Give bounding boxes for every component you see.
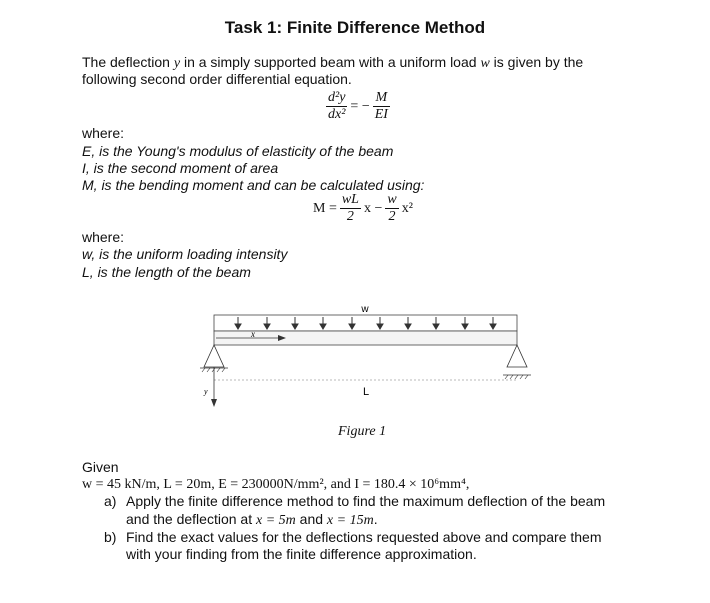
def-m: M, is the bending moment and can be calculated using: bbox=[82, 177, 425, 193]
item-b-label: b) bbox=[104, 529, 117, 545]
eq1-lhs-fraction bbox=[326, 90, 347, 123]
y-label: y bbox=[204, 387, 208, 396]
y-arrow-icon bbox=[211, 367, 217, 407]
eq2-x1: x − bbox=[363, 200, 383, 216]
equation-2 bbox=[310, 192, 416, 225]
eq2-lhs: M = bbox=[313, 200, 337, 216]
item-a-text-c: . bbox=[373, 511, 378, 527]
eq2-f2-den: 2 bbox=[388, 209, 396, 224]
given-values: w = 45 kN/m, L = 20m, E = 230000N/mm², and I = 180.4 × 10⁶mm⁴, bbox=[82, 477, 470, 492]
right-support-icon bbox=[503, 345, 531, 379]
def-w: w, is the uniform loading intensity bbox=[82, 246, 288, 262]
eq2-frac-2 bbox=[385, 192, 398, 225]
equation-1 bbox=[326, 90, 390, 123]
beam-figure bbox=[190, 295, 540, 420]
eq2-frac-1 bbox=[340, 192, 361, 225]
var-y: y bbox=[173, 56, 181, 71]
item-a-label: a) bbox=[104, 493, 117, 509]
def-e: E, is the Young's modulus of elasticity of the beam bbox=[82, 143, 394, 159]
eq1-rhs-num: M bbox=[373, 90, 390, 107]
intro-line-1 bbox=[82, 54, 583, 72]
eq1-lhs-den: dx² bbox=[328, 107, 346, 122]
var-w: w bbox=[480, 56, 490, 71]
item-a-x2: x = 15m bbox=[326, 513, 374, 528]
intro-text-b: in a simply supported beam with a uniform load bbox=[180, 54, 481, 70]
x-label: x bbox=[251, 329, 255, 339]
list-item-a-line-2 bbox=[126, 511, 378, 529]
item-a-text-b: and bbox=[295, 511, 327, 527]
eq1-equals: = − bbox=[350, 98, 370, 114]
figure-caption: Figure 1 bbox=[338, 424, 387, 439]
where-label-2: where: bbox=[82, 229, 125, 245]
eq1-rhs-fraction bbox=[373, 90, 390, 123]
item-a-x1: x = 5m bbox=[256, 513, 296, 528]
intro-text-a: The deflection bbox=[82, 54, 174, 70]
def-i: I, is the second moment of area bbox=[82, 160, 279, 176]
item-a-text-a: and the deflection at bbox=[126, 511, 256, 527]
eq2-f1-den: 2 bbox=[346, 209, 354, 224]
given-label: Given bbox=[82, 459, 119, 475]
eq2-x2: x² bbox=[401, 200, 413, 216]
def-l: L, is the length of the beam bbox=[82, 264, 251, 280]
item-a-line-1: Apply the finite difference method to find the maximum deflection of the beam bbox=[126, 493, 606, 509]
load-label: w bbox=[361, 304, 369, 315]
intro-line-2: following second order differential equation. bbox=[82, 71, 352, 87]
load-block bbox=[214, 315, 517, 331]
page-title: Task 1: Finite Difference Method bbox=[224, 18, 486, 37]
eq1-lhs-num: d²y bbox=[328, 90, 346, 105]
intro-text-c: is given by the bbox=[489, 54, 584, 70]
where-label-1: where: bbox=[82, 125, 125, 141]
eq2-f2-num: w bbox=[387, 192, 397, 207]
eq2-f1-num: wL bbox=[341, 192, 359, 207]
list-item-b-line-2: with your finding from the finite difference approximation. bbox=[126, 546, 477, 562]
eq1-rhs-den: EI bbox=[374, 107, 388, 122]
item-b-line-1: Find the exact values for the deflections requested above and compare them bbox=[126, 529, 602, 545]
length-label: L bbox=[362, 386, 370, 398]
